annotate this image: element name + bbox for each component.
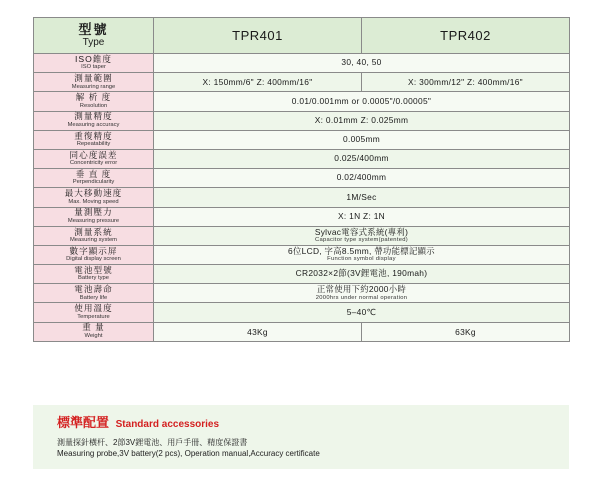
spec-row xyxy=(34,73,570,92)
spec-label-cell xyxy=(34,130,154,149)
model-header-tpr402: TPR402 xyxy=(362,18,570,54)
spec-label-cell xyxy=(34,111,154,130)
spec-value-cell xyxy=(154,303,570,322)
spec-value-sub: Function symbol display xyxy=(327,256,396,263)
accessories-title-en: Standard accessories xyxy=(115,419,220,430)
spec-label-cell xyxy=(34,245,154,264)
spec-value-cell xyxy=(154,284,570,303)
spec-value-sub: 2000hrs under normal operation xyxy=(315,294,408,301)
spec-value: 0.02/400mm xyxy=(336,172,387,183)
spec-value-sub: Capacitor type system(patented) xyxy=(314,237,409,244)
standard-accessories-panel xyxy=(33,405,569,469)
spec-label-en: Measuring accuracy xyxy=(67,121,120,128)
spec-label-en: Battery type xyxy=(78,275,109,282)
spec-label-zh: 重 量 xyxy=(82,322,105,333)
spec-value: CR2032×2節(3V鋰電池, 190mah) xyxy=(295,268,428,279)
spec-value: 0.01/0.001mm or 0.0005"/0.00005" xyxy=(291,95,432,106)
spec-label-zh: 垂 直 度 xyxy=(75,168,112,179)
spec-label-en: Digital display screen xyxy=(66,256,121,263)
spec-label-zh: ISO錐度 xyxy=(75,53,112,64)
spec-label-en: Battery life xyxy=(79,294,108,301)
spec-label-en: Resolution xyxy=(79,102,108,109)
spec-value: Sylvac電容式系統(專利) xyxy=(314,226,409,237)
spec-value: 5–40℃ xyxy=(346,306,377,317)
spec-value-cell xyxy=(154,226,570,245)
spec-value-cell xyxy=(154,207,570,226)
spec-label-zh: 電池型號 xyxy=(74,264,113,275)
spec-label-cell xyxy=(34,265,154,284)
spec-row xyxy=(34,265,570,284)
spec-label-cell xyxy=(34,92,154,111)
type-label-en: Type xyxy=(82,36,105,48)
spec-label-zh: 解 析 度 xyxy=(75,92,112,103)
spec-label-en: Measuring system xyxy=(69,237,118,244)
spec-label-zh: 測量範圍 xyxy=(74,73,113,84)
spec-row xyxy=(34,284,570,303)
spec-value-cell xyxy=(154,169,570,188)
spec-label-en: Concentricity error xyxy=(69,160,118,167)
spec-value: 0.005mm xyxy=(342,134,380,145)
spec-value: X: 1N Z: 1N xyxy=(337,210,386,221)
spec-label-zh: 測量系統 xyxy=(74,226,113,237)
spec-label-en: Measuring range xyxy=(71,83,116,90)
spec-value-cell xyxy=(154,149,570,168)
spec-value: X: 0.01mm Z: 0.025mm xyxy=(314,114,409,125)
spec-label-zh: 最大移動速度 xyxy=(64,188,123,199)
spec-value-cell xyxy=(154,92,570,111)
spec-label-cell xyxy=(34,284,154,303)
spec-label-zh: 測量精度 xyxy=(74,111,113,122)
spec-label-en: Measuring pressure xyxy=(67,217,120,224)
spec-value: 1M/Sec xyxy=(346,191,377,202)
spec-label-zh: 重復精度 xyxy=(74,130,113,141)
spec-label-zh: 電池壽命 xyxy=(74,284,113,295)
spec-label-cell xyxy=(34,188,154,207)
spec-row xyxy=(34,226,570,245)
spec-label-cell xyxy=(34,207,154,226)
spec-row xyxy=(34,322,570,341)
spec-row xyxy=(34,130,570,149)
spec-value: 30, 40, 50 xyxy=(341,57,382,68)
spec-value-cell xyxy=(154,111,570,130)
spec-row xyxy=(34,169,570,188)
spec-label-en: ISO taper xyxy=(81,64,106,71)
spec-label-cell xyxy=(34,322,154,341)
spec-table-body xyxy=(34,18,570,342)
spec-label-en: Temperature xyxy=(77,313,110,320)
spec-row xyxy=(34,92,570,111)
spec-label-cell xyxy=(34,169,154,188)
spec-label-cell xyxy=(34,54,154,73)
spec-value-tpr402: 63Kg xyxy=(362,322,570,341)
spec-value: 6位LCD, 字高8.5mm, 帶功能標記顯示 xyxy=(288,245,435,256)
type-label-zh: 型號 xyxy=(78,21,109,37)
spec-row xyxy=(34,111,570,130)
header-row xyxy=(34,18,570,54)
spec-row xyxy=(34,149,570,168)
spec-label-zh: 使用溫度 xyxy=(74,303,113,314)
spec-label-cell xyxy=(34,303,154,322)
spec-label-en: Weight xyxy=(84,332,103,339)
spec-label-en: Perpendicularity xyxy=(72,179,115,186)
spec-label-cell xyxy=(34,73,154,92)
spec-table xyxy=(33,17,570,342)
spec-row xyxy=(34,188,570,207)
accessories-title-zh: 標準配置 xyxy=(57,415,110,430)
spec-value: 0.025/400mm xyxy=(334,153,389,164)
spec-value-cell xyxy=(154,265,570,284)
spec-row xyxy=(34,245,570,264)
spec-row xyxy=(34,54,570,73)
spec-label-en: Max. Moving speed xyxy=(68,198,119,205)
accessories-title xyxy=(57,415,545,433)
spec-label-zh: 同心度誤差 xyxy=(69,149,118,160)
spec-row xyxy=(34,303,570,322)
accessories-list-zh: 測量探針橫杆、2節3V鋰電池、用戶手冊、精度保證書 xyxy=(57,438,248,447)
spec-value-tpr401: 43Kg xyxy=(154,322,362,341)
spec-label-en: Repeatability xyxy=(76,141,111,148)
spec-value-tpr401: X: 150mm/6" Z: 400mm/16" xyxy=(154,73,362,92)
spec-value-cell xyxy=(154,54,570,73)
spec-label-zh: 數字顯示屏 xyxy=(69,245,118,256)
spec-value-cell xyxy=(154,245,570,264)
spec-label-cell xyxy=(34,226,154,245)
spec-label-cell xyxy=(34,149,154,168)
spec-value-cell xyxy=(154,130,570,149)
spec-row xyxy=(34,207,570,226)
type-header-cell xyxy=(34,18,154,54)
spec-label-zh: 量測壓力 xyxy=(74,207,113,218)
accessories-list-en: Measuring probe,3V battery(2 pcs), Operation manual,Accuracy certificate xyxy=(57,449,320,458)
spec-value: 正常使用下約2000小時 xyxy=(316,284,407,295)
model-header-tpr401: TPR401 xyxy=(154,18,362,54)
spec-value-tpr402: X: 300mm/12" Z: 400mm/16" xyxy=(362,73,570,92)
spec-value-cell xyxy=(154,188,570,207)
